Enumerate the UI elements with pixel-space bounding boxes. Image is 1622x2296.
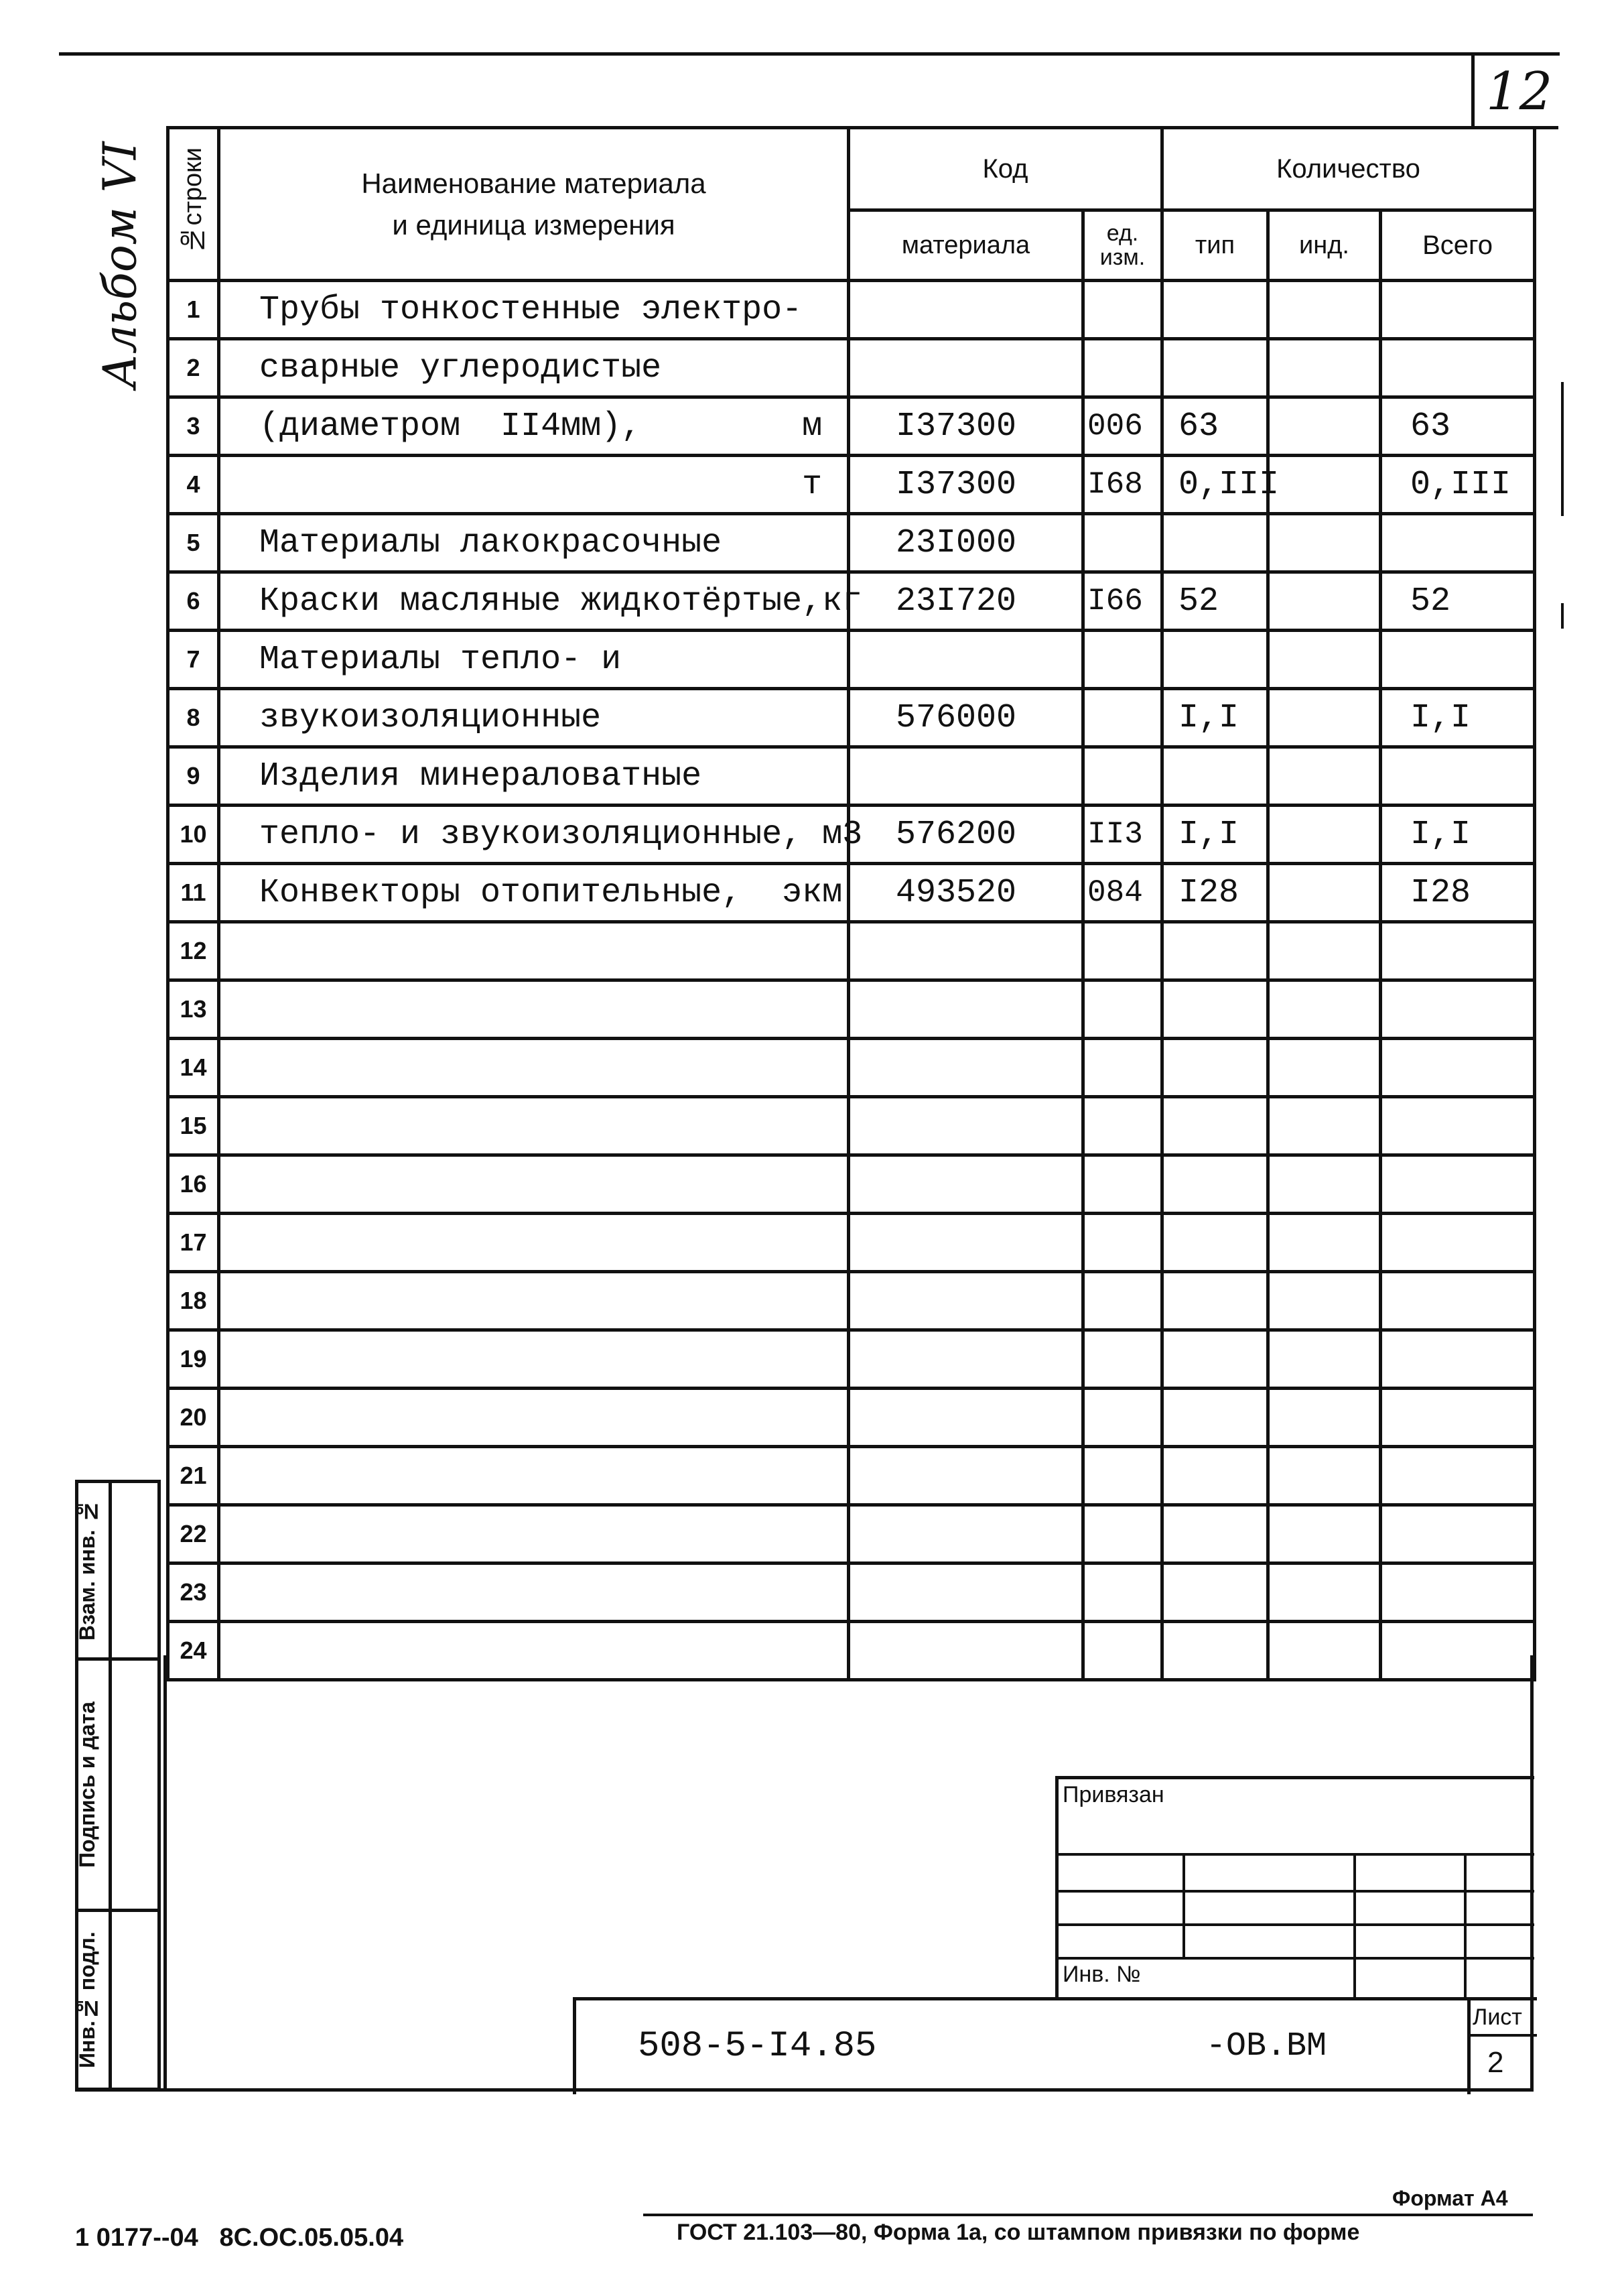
row-number-cell: 16 [168,1155,219,1214]
unit-code-cell [1083,1272,1162,1330]
binding-vline-2 [1353,1853,1356,2000]
row-number-cell: 1 [168,281,219,339]
qty-type-cell [1162,1447,1268,1505]
row-number-cell: 12 [168,922,219,980]
qty-total-cell [1381,1330,1535,1389]
qty-type-cell [1162,631,1268,689]
unit-code-cell [1083,747,1162,806]
unit-code-cell [1083,1564,1162,1622]
unit-code-cell [1083,1447,1162,1505]
table-row [168,572,1535,631]
header-row-number: №строки [168,128,219,281]
qty-total-cell [1381,980,1535,1039]
qty-total-cell [1381,631,1535,689]
table-row [168,1330,1535,1389]
qty-ind-cell [1268,572,1381,631]
qty-type-cell [1162,1039,1268,1097]
table-row [168,1622,1535,1680]
unit-code-cell [1083,1214,1162,1272]
row-number-cell: 20 [168,1389,219,1447]
qty-total-cell [1381,747,1535,806]
table-row [168,980,1535,1039]
qty-ind-cell [1268,1389,1381,1447]
row-number-cell: 2 [168,339,219,397]
qty-ind-cell [1268,339,1381,397]
material-code-cell [849,339,1083,397]
stamp-vzam-inv-divider [109,1480,112,1661]
header-qty-type: тип [1162,210,1268,281]
table-row [168,1039,1535,1097]
table-row [168,631,1535,689]
material-code-cell [849,980,1083,1039]
margin-mark-2 [1561,603,1564,629]
header-code: Код [849,128,1162,210]
unit-code-cell [1083,514,1162,572]
stamp-inv-podl-label: Инв.№ подл. [75,1931,99,2068]
qty-total-cell [1381,1505,1535,1564]
table-row [168,281,1535,339]
stamp-podpis-divider [109,1657,112,1912]
qty-type-cell: I,I [1162,689,1268,747]
row-number-cell: 6 [168,572,219,631]
header-code-material: материала [849,210,1083,281]
qty-ind-cell [1268,1505,1381,1564]
qty-total-cell [1381,1564,1535,1622]
row-number-cell: 4 [168,456,219,514]
table-row [168,806,1535,864]
table-row [168,456,1535,514]
qty-type-cell [1162,922,1268,980]
unit-code-cell [1083,339,1162,397]
material-code-cell: 23I720 [849,572,1083,631]
stamp-inv-podl-divider [109,1909,112,2091]
unit-code-cell [1083,281,1162,339]
material-name-cell [219,1330,849,1389]
material-code-cell [849,1622,1083,1680]
material-name-cell [219,1564,849,1622]
title-sheet-label: Лист [1473,2004,1522,2030]
material-name-cell [219,1214,849,1272]
row-number-cell: 21 [168,1447,219,1505]
material-code-cell [849,1330,1083,1389]
material-spec-table [166,126,1536,1681]
qty-type-cell [1162,1097,1268,1155]
title-sheet-hline [1467,2034,1537,2037]
table-row [168,1505,1535,1564]
material-code-cell [849,281,1083,339]
qty-total-cell [1381,281,1535,339]
material-name-cell: Изделия минераловатные [219,747,849,806]
qty-total-cell [1381,339,1535,397]
qty-ind-cell [1268,1272,1381,1330]
qty-type-cell: 63 [1162,397,1268,456]
material-name-cell: Конвекторы отопительные, экм [219,864,849,922]
qty-type-cell: I28 [1162,864,1268,922]
table-row [168,339,1535,397]
unit-code-cell [1083,1155,1162,1214]
material-name-cell [219,1097,849,1155]
binding-hline-2 [1059,1890,1534,1893]
corner-box-left [1471,52,1475,127]
material-code-cell [849,747,1083,806]
binding-hline-1 [1059,1853,1534,1856]
material-name-cell: Материалы тепло- и [219,631,849,689]
material-name-cell: сварные углеродистые [219,339,849,397]
row-number-cell: 15 [168,1097,219,1155]
material-name-cell [219,1389,849,1447]
qty-total-cell: I28 [1381,864,1535,922]
row-number-cell: 19 [168,1330,219,1389]
unit-code-cell: I68 [1083,456,1162,514]
binding-vline-1 [1182,1853,1185,1957]
qty-total-cell: I,I [1381,806,1535,864]
table-row [168,1214,1535,1272]
material-name-cell [219,922,849,980]
title-block [573,1997,1537,2094]
qty-ind-cell [1268,980,1381,1039]
header-quantity: Количество [1162,128,1535,210]
qty-total-cell [1381,922,1535,980]
qty-ind-cell [1268,806,1381,864]
material-code-cell: 493520 [849,864,1083,922]
qty-total-cell: I,I [1381,689,1535,747]
header-material-name [219,128,849,281]
unit-code-cell [1083,922,1162,980]
unit-code-cell [1083,1505,1162,1564]
qty-ind-cell [1268,281,1381,339]
material-name-cell: тепло- и звукоизоляционные, м3 [219,806,849,864]
header-qty-ind: инд. [1268,210,1381,281]
qty-ind-cell [1268,747,1381,806]
qty-type-cell [1162,339,1268,397]
unit-code-cell [1083,980,1162,1039]
qty-total-cell: 0,III [1381,456,1535,514]
table-row [168,864,1535,922]
header-code-unit-text: ед. изм. [1099,220,1146,270]
header-code-unit [1083,210,1162,281]
qty-type-cell [1162,1155,1268,1214]
row-number-cell: 9 [168,747,219,806]
header-material-name-text: Наименование материала и единица измерения [361,167,706,241]
table-row [168,1155,1535,1214]
qty-total-cell [1381,514,1535,572]
title-doc-suffix: -ОВ.ВМ [1206,2027,1327,2065]
qty-type-cell [1162,1564,1268,1622]
qty-total-cell [1381,1389,1535,1447]
material-name-cell: Краски масляные жидкотёртые,кг [219,572,849,631]
binding-vline-3 [1464,1853,1467,2000]
row-number-cell: 13 [168,980,219,1039]
material-code-cell [849,922,1083,980]
qty-total-cell [1381,1214,1535,1272]
material-code-cell: 576000 [849,689,1083,747]
material-code-cell [849,1505,1083,1564]
qty-ind-cell [1268,864,1381,922]
qty-ind-cell [1268,1097,1381,1155]
qty-ind-cell [1268,1214,1381,1272]
unit-code-cell: 084 [1083,864,1162,922]
table-row [168,1389,1535,1447]
material-code-cell [849,1039,1083,1097]
qty-type-cell [1162,1505,1268,1564]
qty-ind-cell [1268,456,1381,514]
row-number-cell: 23 [168,1564,219,1622]
material-name-cell: звукоизоляционные [219,689,849,747]
binding-inv-no-label: Инв. № [1063,1962,1141,1987]
qty-total-cell: 63 [1381,397,1535,456]
material-name-cell: Материалы лакокрасочные [219,514,849,572]
row-number-cell: 7 [168,631,219,689]
qty-type-cell [1162,1622,1268,1680]
title-sheet-divider [1467,2000,1471,2094]
unit-code-cell [1083,1330,1162,1389]
row-number-cell: 3 [168,397,219,456]
qty-total-cell [1381,1622,1535,1680]
bottom-frame-left [163,1655,167,2091]
unit-code-cell [1083,1039,1162,1097]
qty-ind-cell [1268,922,1381,980]
top-border-line [59,52,1560,56]
qty-ind-cell [1268,1447,1381,1505]
material-name-cell [219,1505,849,1564]
qty-ind-cell [1268,689,1381,747]
row-number-cell: 22 [168,1505,219,1564]
qty-ind-cell [1268,631,1381,689]
table-row [168,1097,1535,1155]
footer-left-code: 1 0177--04 8С.ОС.05.05.04 [75,2224,404,2252]
material-name-cell [219,1039,849,1097]
title-doc-code: 508-5-I4.85 [638,2026,877,2067]
album-label: Альбом VI [94,141,147,389]
material-name-cell [219,1155,849,1214]
qty-type-cell [1162,1214,1268,1272]
row-number-cell: 14 [168,1039,219,1097]
material-name-cell [219,1622,849,1680]
qty-type-cell [1162,281,1268,339]
title-sheet-value: 2 [1487,2046,1504,2079]
table-row [168,1564,1535,1622]
qty-ind-cell [1268,1330,1381,1389]
row-number-cell: 10 [168,806,219,864]
qty-type-cell [1162,1330,1268,1389]
qty-type-cell: 0,III [1162,456,1268,514]
row-number-cell: 8 [168,689,219,747]
qty-total-cell [1381,1039,1535,1097]
qty-total-cell [1381,1272,1535,1330]
material-code-cell: 23I000 [849,514,1083,572]
binding-privyazan-label: Привязан [1063,1782,1164,1807]
qty-ind-cell [1268,1039,1381,1097]
row-number-cell: 18 [168,1272,219,1330]
unit-code-cell [1083,1622,1162,1680]
table-row [168,747,1535,806]
footer-format: Формат А4 [1392,2186,1508,2210]
table-row [168,1447,1535,1505]
material-code-cell [849,1389,1083,1447]
sheet-number-handwritten: 12 [1486,62,1553,122]
material-code-cell [849,1447,1083,1505]
qty-ind-cell [1268,397,1381,456]
material-code-cell: 576200 [849,806,1083,864]
unit-code-cell: I66 [1083,572,1162,631]
table-row [168,514,1535,572]
material-code-cell [849,631,1083,689]
unit-code-cell [1083,689,1162,747]
qty-total-cell [1381,1155,1535,1214]
qty-type-cell [1162,1272,1268,1330]
qty-ind-cell [1268,1622,1381,1680]
row-number-cell: 24 [168,1622,219,1680]
qty-type-cell [1162,514,1268,572]
table-row [168,689,1535,747]
table-row [168,1272,1535,1330]
material-name-cell [219,1272,849,1330]
row-number-cell: 11 [168,864,219,922]
margin-mark-1 [1561,382,1564,516]
qty-type-cell: 52 [1162,572,1268,631]
footer-gost: ГОСТ 21.103—80, Форма 1а, со штампом привязки по форме [677,2220,1360,2245]
material-name-cell [219,1447,849,1505]
footer-rule [643,2214,1533,2216]
material-code-cell [849,1155,1083,1214]
material-name-cell: (диаметром II4мм), м [219,397,849,456]
binding-hline-3 [1059,1923,1534,1926]
unit-code-cell [1083,1097,1162,1155]
binding-stamp [1055,1776,1534,2000]
unit-code-cell: 006 [1083,397,1162,456]
unit-code-cell [1083,1389,1162,1447]
spec-table-body [168,281,1535,1680]
qty-ind-cell [1268,514,1381,572]
material-code-cell: I37300 [849,397,1083,456]
stamp-vzam-inv-label: Взам. инв. № [75,1499,99,1641]
material-code-cell [849,1564,1083,1622]
stamp-podpis-label: Подпись и дата [75,1702,99,1868]
row-number-cell: 5 [168,514,219,572]
material-code-cell [849,1214,1083,1272]
material-name-cell: т [219,456,849,514]
binding-hline-4 [1059,1957,1534,1960]
qty-type-cell: I,I [1162,806,1268,864]
material-name-cell [219,980,849,1039]
unit-code-cell [1083,631,1162,689]
table-row [168,397,1535,456]
qty-ind-cell [1268,1155,1381,1214]
row-number-cell: 17 [168,1214,219,1272]
material-code-cell [849,1097,1083,1155]
qty-total-cell [1381,1447,1535,1505]
qty-type-cell [1162,1389,1268,1447]
material-code-cell [849,1272,1083,1330]
header-qty-total: Всего [1381,210,1535,281]
qty-ind-cell [1268,1564,1381,1622]
material-name-cell: Трубы тонкостенные электро- [219,281,849,339]
qty-type-cell [1162,747,1268,806]
qty-type-cell [1162,980,1268,1039]
table-row [168,922,1535,980]
qty-total-cell [1381,1097,1535,1155]
material-code-cell: I37300 [849,456,1083,514]
qty-total-cell: 52 [1381,572,1535,631]
unit-code-cell: II3 [1083,806,1162,864]
